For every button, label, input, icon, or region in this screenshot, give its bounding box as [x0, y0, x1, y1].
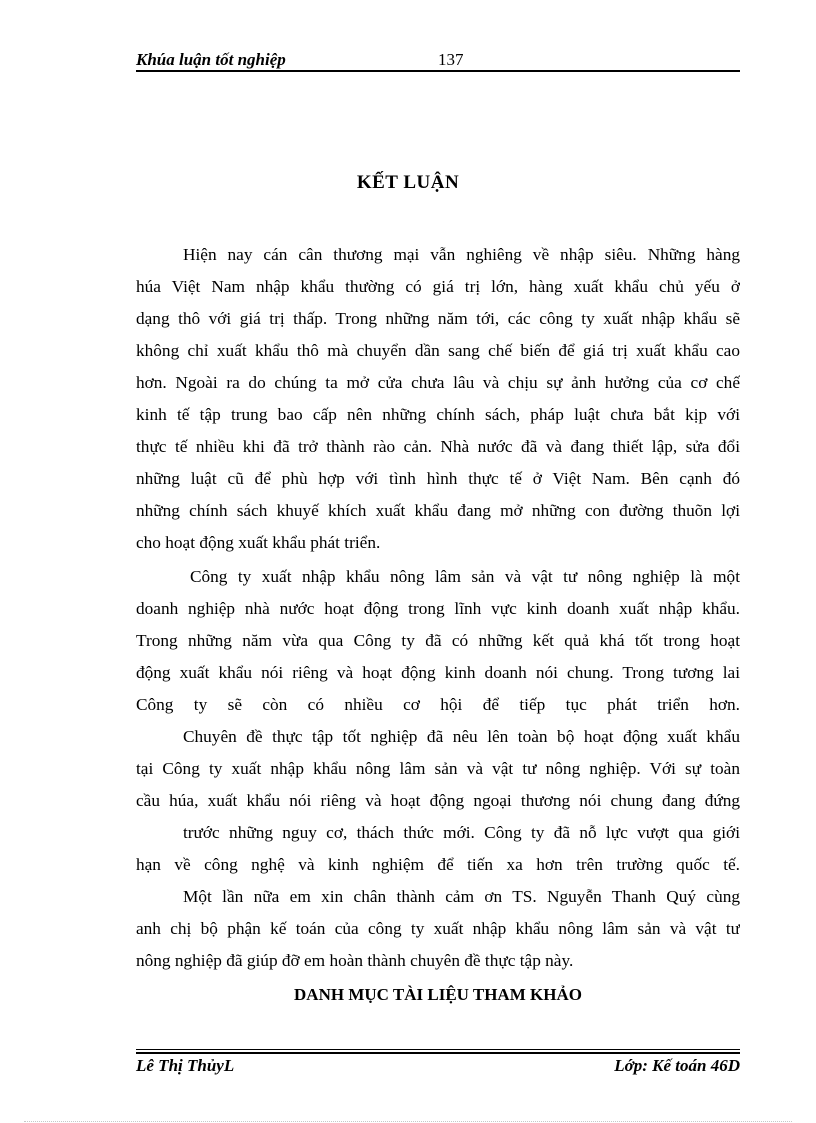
footer-rule: [136, 1049, 740, 1050]
text-line: Công ty xuất nhập khẩu nông lâm sản và vật tư nông nghiệp là một: [190, 567, 740, 586]
text-line: anh chị bộ phận kế toán của công ty xuất nhập khẩu nông lâm sản và vật tư: [136, 919, 740, 938]
text-line: doanh nghiệp nhà nước hoạt động trong lĩnh vực kinh doanh xuất nhập khẩu.: [136, 599, 740, 618]
text-line: hơn. Ngoài ra do chúng ta mở cửa chưa lâu và chịu sự ảnh hưởng của cơ chế: [136, 373, 740, 392]
text-line: những chính sách khuyế khích xuất khẩu đang mở những con đường thuõn lợi: [136, 501, 740, 520]
text-line: kinh tế tập trung bao cấp nên những chính sách, pháp luật chưa bắt kịp với: [136, 405, 740, 424]
text-line: những luật cũ để phù hợp với tình hình thực tế ở Việt Nam. Bên cạnh đó: [136, 469, 740, 488]
text-line: trước những nguy cơ, thách thức mới. Công ty đã nỗ lực vượt qua giới: [183, 823, 740, 842]
text-line: cho hoạt động xuất khẩu phát triển.: [136, 533, 381, 552]
text-line: húa Việt Nam nhập khẩu thường có giá trị lớn, hàng xuất khẩu chủ yếu ở: [136, 277, 740, 296]
text-line: động xuất khẩu nói riêng và hoạt động kinh doanh nói chung. Trong tương lai: [136, 663, 740, 682]
header-title: Khúa luận tốt nghiệp: [136, 50, 286, 69]
page-header: [136, 48, 740, 70]
header-rule: [136, 70, 740, 72]
text-line: thực tế nhiều khi đã trở thành rào cản. Nhà nước đã và đang thiết lập, sửa đổi: [136, 437, 740, 456]
text-line: không chỉ xuất khẩu thô mà chuyển dần sang chế biến để giá trị xuất khẩu cao: [136, 341, 740, 360]
text-line: nông nghiệp đã giúp đỡ em hoàn thành chuyên đề thực tập này.: [136, 951, 574, 970]
text-line: Trong những năm vừa qua Công ty đã có những kết quả khá tốt trong hoạt: [136, 631, 740, 650]
text-line: Một lần nữa em xin chân thành cảm ơn TS. Nguyễn Thanh Quý cùng: [183, 887, 740, 906]
footer-class: Lớp: Kế toán 46D: [614, 1056, 740, 1075]
text-line: hạn về công nghệ và kinh nghiệm để tiến xa hơn trên trường quốc tế.: [136, 855, 740, 874]
text-line: cầu húa, xuất khẩu nói riêng và hoạt động ngoại thương nói chung đang đứng: [136, 791, 740, 810]
footer-rule: [136, 1052, 740, 1054]
text-line: Hiện nay cán cân thương mại vẫn nghiêng về nhập siêu. Những hàng: [183, 245, 740, 264]
footer-author: Lê Thị ThủyL: [136, 1056, 235, 1075]
references-heading: DANH MỤC TÀI LIỆU THAM KHẢO: [294, 985, 582, 1004]
text-line: Chuyên đề thực tập tốt nghiệp đã nêu lên toàn bộ hoạt động xuất khẩu: [183, 727, 740, 746]
text-line: tại Công ty xuất nhập khẩu nông lâm sản và vật tư nông nghiệp. Với sự toàn: [136, 759, 740, 778]
section-title: KẾT LUẬN: [356, 172, 460, 193]
text-line: dạng thô với giá trị thấp. Trong những năm tới, các công ty xuất nhập khẩu sẽ: [136, 309, 740, 328]
page-edge-divider: [24, 1121, 792, 1122]
text-line: Công ty sẽ còn có nhiều cơ hội để tiếp tục phát triển hơn.: [136, 695, 740, 714]
page-number: 137: [438, 50, 464, 69]
